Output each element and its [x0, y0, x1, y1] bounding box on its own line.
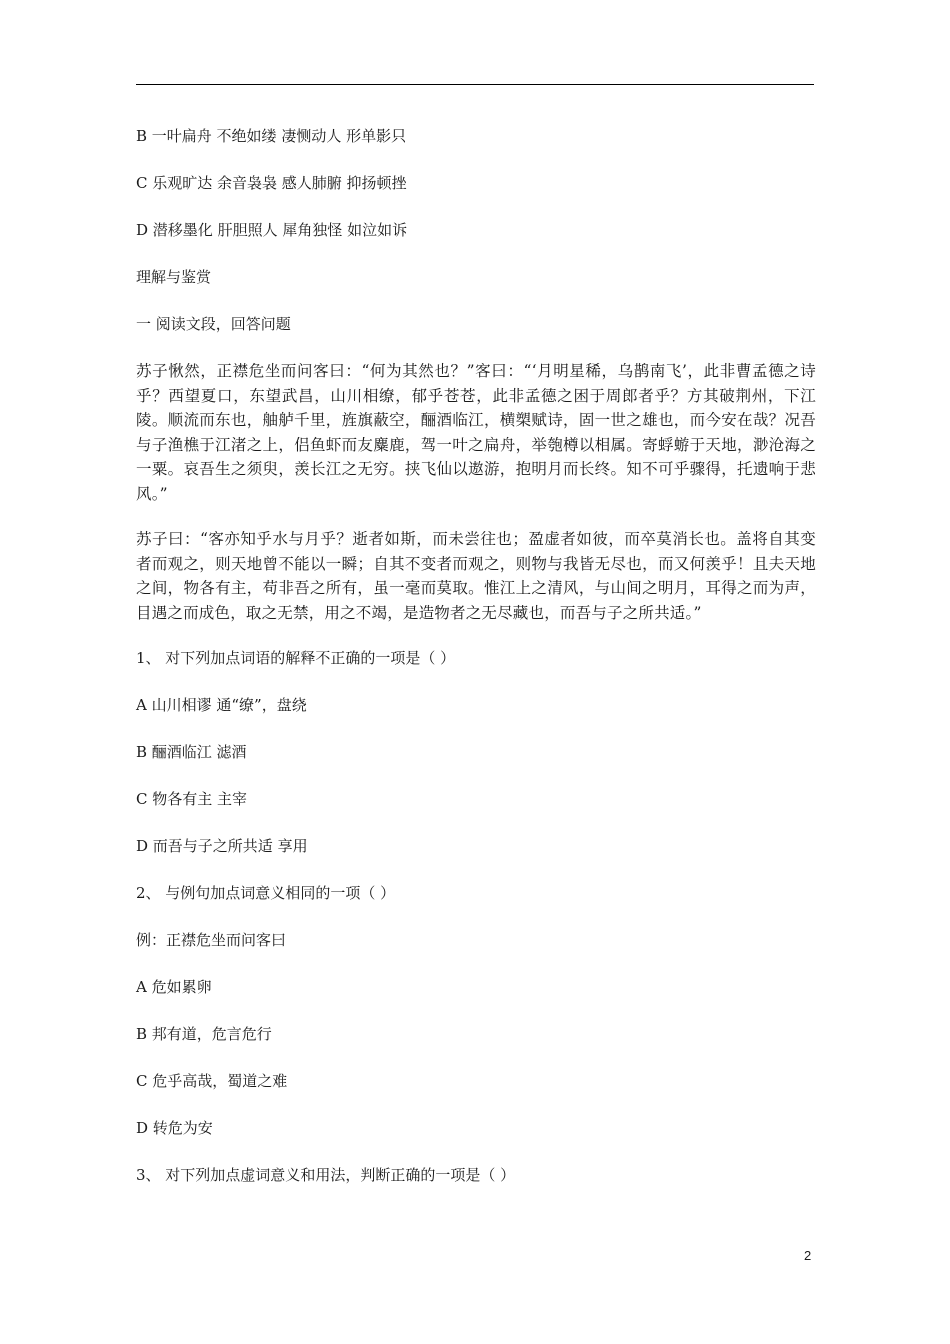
page-number: 2: [804, 1248, 812, 1263]
part-title: 一 阅读文段，回答问题: [136, 315, 291, 333]
option-c-prev: C 乐观旷达 余音袅袅 感人肺腑 抑扬顿挫: [136, 174, 407, 192]
question-2: 2、 与例句加点词意义相同的一项（ ）: [136, 884, 396, 902]
question-2-option-c: C 危乎高哉，蜀道之难: [136, 1072, 288, 1090]
passage-paragraph-1: 苏子愀然，正襟危坐而问客曰：“何为其然也？”客曰：“‘月明星稀，乌鹊南飞’，此非曹孟德之诗乎？西望夏口，东望武昌，山川相缭，郁乎苍苍，此非孟德之困于周郎者乎？方其破荆州，下江陵。顺流而东也，舳舻千里，旌旗蔽空，酾酒临江，横槊赋诗，固一世之雄也，而今安在哉？况吾与子渔樵于江渚之上，侣鱼虾而友麋鹿，驾一叶之扁舟，举匏樽以相属。寄蜉蝣于天地，渺沧海之一粟。哀吾生之须臾，羡长江之无穷。挟飞仙以遨游，抱明月而长终。知不可乎骤得，托遗响于悲风。”: [136, 362, 816, 503]
question-1-option-a: A 山川相谬 通“缭”，盘绕: [136, 696, 307, 714]
passage-paragraph-2: 苏子曰：“客亦知乎水与月乎？逝者如斯，而未尝往也；盈虚者如彼，而卒莫消长也。盖将自其变者而观之，则天地曾不能以一瞬；自其不变者而观之，则物与我皆无尽也，而又何羡乎！且夫天地之间，物各有主，苟非吾之所有，虽一毫而莫取。惟江上之清风，与山间之明月，耳得之而为声，目遇之而成色，取之无禁，用之不竭，是造物者之无尽藏也，而吾与子之所共适。”: [136, 530, 816, 622]
question-1-option-c: C 物各有主 主宰: [136, 790, 248, 808]
question-2-option-b: B 邦有道，危言危行: [136, 1025, 272, 1043]
option-d-prev: D 潜移墨化 肝胆照人 犀角独怪 如泣如诉: [136, 221, 408, 239]
page-content: [136, 124, 816, 1210]
question-1-option-b: B 酾酒临江 滤酒: [136, 743, 247, 761]
section-title: 理解与鉴赏: [136, 268, 212, 286]
question-2-example: 例：正襟危坐而问客曰: [136, 931, 287, 949]
question-1-option-d: D 而吾与子之所共适 享用: [136, 837, 308, 855]
question-2-option-a: A 危如累卵: [136, 978, 212, 996]
question-1: 1、 对下列加点词语的解释不正确的一项是（ ）: [136, 649, 456, 667]
header-rule: [136, 84, 814, 85]
option-b-prev: B 一叶扁舟 不绝如缕 凄恻动人 形单影只: [136, 127, 407, 145]
question-2-option-d: D 转危为安: [136, 1119, 213, 1137]
question-3: 3、 对下列加点虚词意义和用法，判断正确的一项是（ ）: [136, 1166, 516, 1184]
